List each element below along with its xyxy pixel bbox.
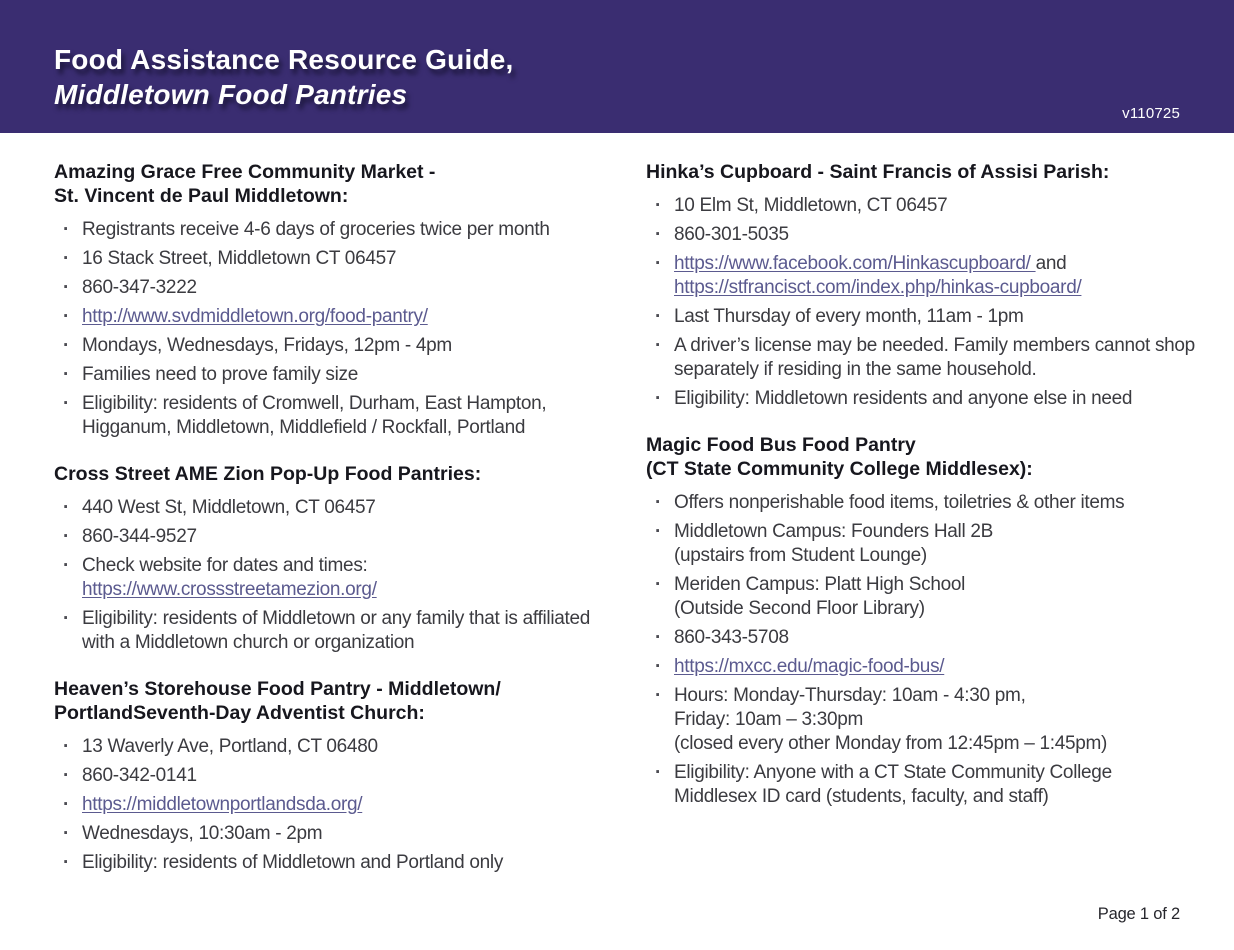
bullet-list [54,496,606,655]
list-item [54,305,606,329]
text-run: 860-344-9527 [82,526,197,547]
text-run: 860-342-0141 [82,765,197,786]
list-item [646,684,1198,756]
pantry-section-hinkas-cupboard [646,160,1198,411]
list-item [54,276,606,300]
section-title: Amazing Grace Free Community Market - St. Vincent de Paul Middletown: [54,161,436,207]
text-run: (upstairs from Student Lounge) [674,545,927,566]
text-run: Eligibility: residents of Cromwell, Durham, East Hampton, Higganum, Middletown, Middlefield / Rockfall, Portland [82,393,547,438]
text-run: (Outside Second Floor Library) [674,598,925,619]
list-item [646,626,1198,650]
list-item [54,822,606,846]
list-item [646,387,1198,411]
text-run: 10 Elm St, Middletown, CT 06457 [674,195,948,216]
text-run: Check website for dates and times: [82,555,368,576]
list-item [646,194,1198,218]
text-run: Last Thursday of every month, 11am - 1pm [674,306,1024,327]
list-item [646,305,1198,329]
list-item [54,607,606,655]
list-item [54,334,606,358]
list-item [54,793,606,817]
list-item [54,218,606,242]
bullet-list [54,218,606,440]
link[interactable]: https://mxcc.edu/magic-food-bus/ [674,656,945,677]
text-run: Eligibility: residents of Middletown or any family that is affiliated with a Middletown church or organization [82,608,591,653]
section-title: Hinka’s Cupboard - Saint Francis of Assisi Parish: [646,161,1110,183]
text-run: Eligibility: Middletown residents and anyone else in need [674,388,1133,409]
list-item [54,247,606,271]
title-line-1: Food Assistance Resource Guide, [54,44,514,75]
bullet-list [646,194,1198,411]
text-run: Families need to prove family size [82,364,358,385]
text-run: 860-301-5035 [674,224,789,245]
text-run: (closed every other Monday from 12:45pm – 1:45pm) [674,733,1108,754]
link[interactable]: https://www.facebook.com/Hinkascupboard/ [674,253,1036,274]
pantry-section-cross-street [54,462,606,655]
list-item [646,520,1198,568]
text-run: and [1035,253,1067,274]
version-label: v110725 [1122,105,1180,122]
list-item [646,655,1198,679]
section-title: Cross Street AME Zion Pop-Up Food Pantries: [54,463,482,485]
content-area [0,133,1234,950]
text-run: 860-343-5708 [674,627,789,648]
section-title: Magic Food Bus Food Pantry (CT State Community College Middlesex): [646,434,1033,480]
text-run: Middletown Campus: Founders Hall 2B [674,521,993,542]
pantry-section-heavens-storehouse [54,677,606,875]
text-run: Mondays, Wednesdays, Fridays, 12pm - 4pm [82,335,452,356]
text-run: Registrants receive 4-6 days of groceries twice per month [82,219,550,240]
list-item [54,363,606,387]
section-title: Heaven’s Storehouse Food Pantry - Middletown/ PortlandSeventh-Day Adventist Church: [54,678,501,724]
column-left [54,160,606,950]
text-run: Eligibility: residents of Middletown and Portland only [82,852,504,873]
text-run: Eligibility: Anyone with a CT State Community College Middlesex ID card (students, faculty, and staff) [674,762,1112,807]
list-item [54,735,606,759]
list-item [54,392,606,440]
list-item [646,761,1198,809]
link[interactable]: http://www.svdmiddletown.org/food-pantry/ [82,306,428,327]
list-item [54,496,606,520]
list-item [54,554,606,602]
text-run: Hours: Monday-Thursday: 10am - 4:30 pm, [674,685,1026,706]
text-run: Wednesdays, 10:30am - 2pm [82,823,323,844]
list-item [646,573,1198,621]
page-title [54,42,514,112]
text-run: Meriden Campus: Platt High School [674,574,966,595]
bullet-list [646,491,1198,809]
list-item [646,491,1198,515]
link[interactable]: https://middletownportlandsda.org/ [82,794,363,815]
text-run: 440 West St, Middletown, CT 06457 [82,497,376,518]
link[interactable]: https://www.crossstreetamezion.org/ [82,579,377,600]
header-band [0,0,1234,133]
list-item [54,851,606,875]
text-run: A driver’s license may be needed. Family members cannot shop separately if residing in the same household. [674,335,1195,380]
text-run: Friday: 10am – 3:30pm [674,709,864,730]
text-run: 16 Stack Street, Middletown CT 06457 [82,248,397,269]
text-run: Offers nonperishable food items, toiletries & other items [674,492,1125,513]
list-item [646,334,1198,382]
text-run: 13 Waverly Ave, Portland, CT 06480 [82,736,378,757]
column-right [646,160,1198,950]
list-item [646,252,1198,300]
link[interactable]: https://stfrancisct.com/index.php/hinkas-cupboard/ [674,277,1082,298]
text-run: 860-347-3222 [82,277,197,298]
title-line-2: Middletown Food Pantries [54,79,408,110]
bullet-list [54,735,606,875]
pantry-section-amazing-grace [54,160,606,440]
page-number: Page 1 of 2 [1097,905,1180,923]
list-item [54,764,606,788]
list-item [54,525,606,549]
list-item [646,223,1198,247]
pantry-section-magic-food-bus [646,433,1198,809]
